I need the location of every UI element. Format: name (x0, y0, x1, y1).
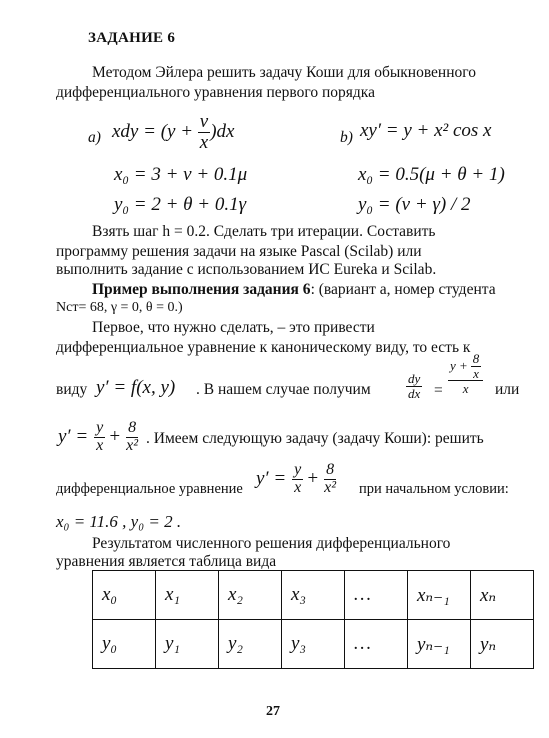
table-row-y (93, 620, 534, 669)
task-line-3: выполнить задание с использованием ИС Eureka и Scilab. (56, 261, 437, 278)
table-cell: … (345, 571, 408, 620)
step1-canonical-form: y′ = f(x, y) (96, 377, 176, 398)
intro-line-2: дифференциального уравнения первого порядка (56, 84, 375, 101)
table-cell: xₙ₋₁ (408, 571, 471, 620)
variant-b-equation: xy′ = y + x² cos x (360, 120, 492, 141)
table-cell: x₂ (219, 571, 282, 620)
yprime: y′ = (58, 426, 89, 448)
result-line-1: Результатом численного решения дифференциального (92, 535, 451, 552)
equals-sign-1: = (434, 382, 443, 399)
y-plus: y + (450, 358, 468, 374)
table-row-x (93, 571, 534, 620)
eq-a-frac-den: x (199, 131, 209, 153)
task-line-1: Взять шаг h = 0.2. Сделать три итерации. Составить (92, 223, 436, 240)
variant-a-equation (112, 112, 234, 153)
page-heading: ЗАДАНИЕ 6 (88, 30, 176, 46)
example-bold: Пример выполнения задания 6 (92, 281, 311, 298)
eq-a-fraction (198, 112, 210, 153)
step1-line-1: Первое, что нужно сделать, – это привести (92, 319, 375, 336)
table-cell: y₂ (219, 620, 282, 669)
page-number: 27 (266, 704, 280, 719)
step2-eight: 8 (128, 419, 137, 436)
step1-line-3a: виду (56, 381, 88, 398)
intro-line-1: Методом Эйлера решить задачу Коши для обыкновенного (92, 64, 476, 81)
step3-equation (256, 462, 338, 497)
step3-yprime: y′ = (256, 468, 287, 490)
solution-table (92, 570, 534, 669)
table-cell: yₙ₋₁ (408, 620, 471, 669)
step1-line-3b: . В нашем случае получим (196, 381, 371, 398)
step3-y: y (294, 461, 302, 478)
or-word: или (495, 381, 520, 398)
table-cell: y₀ (93, 620, 156, 669)
example-line-1 (92, 281, 496, 299)
step3-text-a: дифференциальное уравнение (56, 481, 243, 497)
variant-b-x0: x₀ = 0.5(μ + θ + 1) (358, 164, 505, 185)
step2-text: . Имеем следующую задачу (задачу Коши): решить (146, 430, 484, 447)
step3-x2: x² (324, 478, 337, 496)
step1-line-2: дифференциальное уравнение к каноническому виду, то есть к (56, 339, 471, 356)
dy-dx-fraction (406, 372, 422, 400)
table-cell: x₁ (156, 571, 219, 620)
eq-a-left: xdy = (y + (112, 120, 194, 142)
inner-x: x (473, 365, 479, 381)
step3-text-b: при начальном условии: (359, 481, 509, 497)
step2-x2: x² (126, 436, 139, 454)
variant-a-label: a) (88, 129, 101, 146)
variant-a-x0: x₀ = 3 + ν + 0.1μ (114, 164, 248, 185)
initial-condition: x₀ = 11.6 , y₀ = 2 . (56, 512, 182, 531)
variant-b-label: b) (340, 129, 353, 146)
table-cell: x₃ (282, 571, 345, 620)
step2-equation (58, 420, 140, 455)
variant-b-y0: y₀ = (ν + γ) / 2 (358, 194, 471, 215)
example-line-2: Nст= 68, γ = 0, θ = 0.) (56, 300, 183, 315)
inner-eight: 8 (472, 351, 480, 366)
dx-den: dx (408, 385, 421, 401)
table-cell: y₁ (156, 620, 219, 669)
table-cell: xₙ (471, 571, 534, 620)
task-line-2: программу решения задачи на языке Pascal (Scilab) или (56, 243, 422, 260)
step2-x: x (96, 436, 104, 454)
step2-plus: + (108, 426, 122, 448)
step3-x: x (294, 478, 302, 496)
eq-a-right: )dx (210, 120, 235, 142)
step3-plus: + (306, 468, 320, 490)
table-cell: y₃ (282, 620, 345, 669)
step3-eight: 8 (326, 461, 335, 478)
step2-y: y (96, 419, 104, 436)
table-cell: x₀ (93, 571, 156, 620)
variant-a-y0: y₀ = 2 + θ + 0.1γ (114, 194, 247, 215)
example-rest: : (вариант a, номер студента (310, 281, 496, 298)
dy-num: dy (408, 371, 421, 386)
table-cell: … (345, 620, 408, 669)
table-cell: yₙ (471, 620, 534, 669)
result-line-2: уравнения является таблица вида (56, 553, 277, 570)
eq-a-frac-num: ν (199, 111, 209, 132)
compound-fraction (448, 352, 483, 397)
outer-x: x (462, 381, 469, 397)
